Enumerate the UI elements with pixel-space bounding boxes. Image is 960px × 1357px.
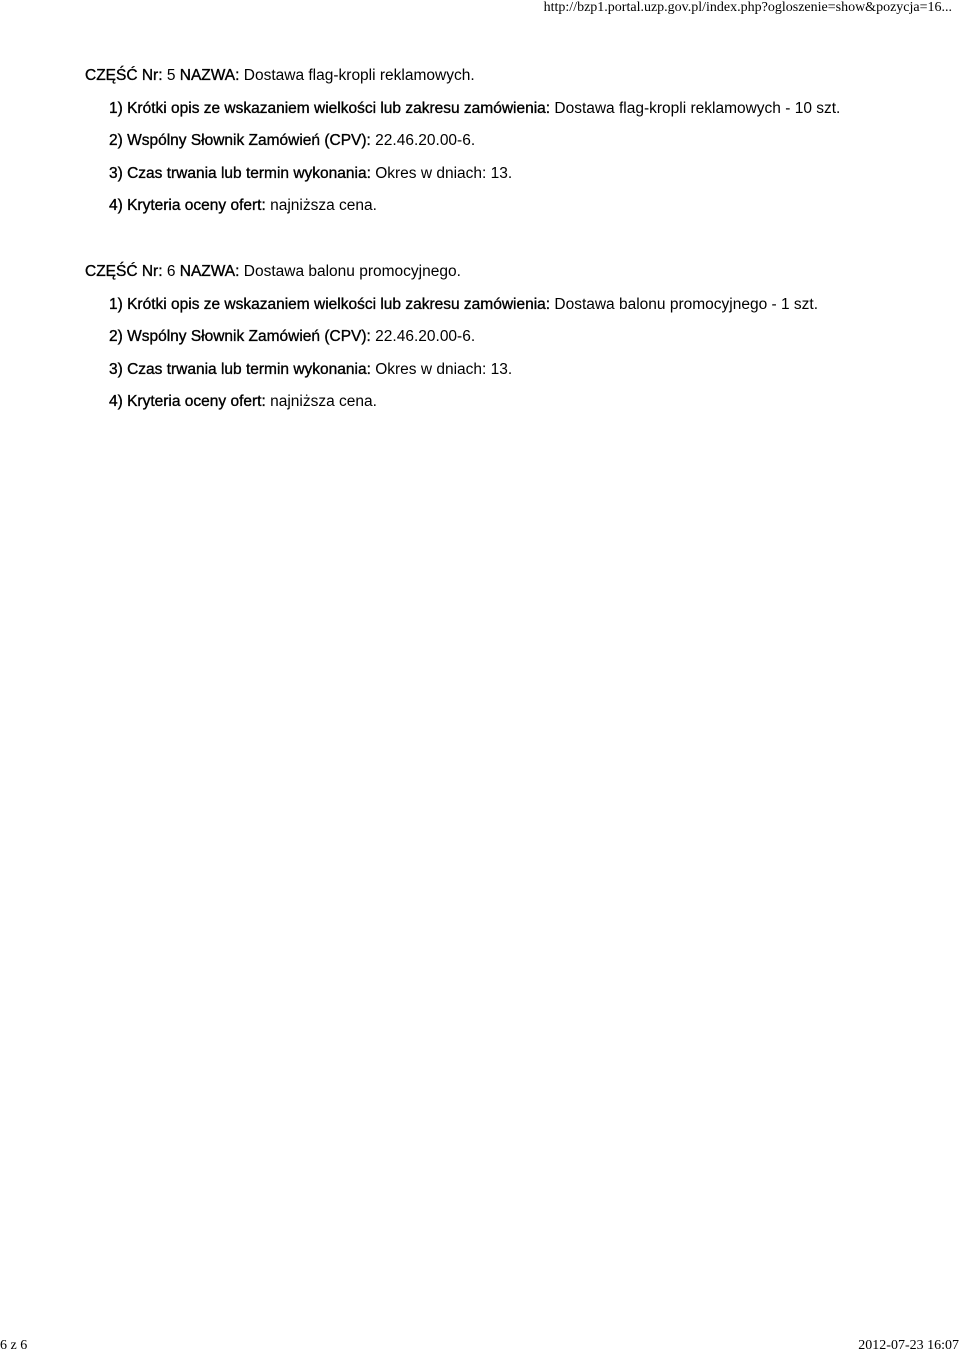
part-item (85, 321, 895, 354)
item-label: 2) Wspólny Słownik Zamówień (CPV): (109, 132, 371, 150)
item-label: 4) Kryteria oceny ofert: (109, 197, 266, 215)
print-footer-page-number: 6 z 6 (0, 1338, 28, 1353)
item-value: Dostawa balonu promocyjnego - 1 szt. (554, 295, 819, 313)
part-section-5 (85, 60, 895, 223)
item-label: 1) Krótki opis ze wskazaniem wielkości lub zakresu zamówienia: (109, 295, 551, 313)
item-value: najniższa cena. (270, 197, 377, 215)
item-value: Dostawa flag-kropli reklamowych - 10 szt. (554, 99, 841, 117)
item-label: 3) Czas trwania lub termin wykonania: (109, 360, 371, 378)
print-header-url: http://bzp1.portal.uzp.gov.pl/index.php?ogloszenie=show&pozycja=16... (543, 0, 952, 15)
print-footer-datetime: 2012-07-23 16:07 (858, 1338, 959, 1353)
item-label: 4) Kryteria oceny ofert: (109, 393, 266, 411)
part-item (85, 354, 895, 387)
part-label: CZĘŚĆ Nr: (85, 67, 163, 84)
item-label: 1) Krótki opis ze wskazaniem wielkości lub zakresu zamówienia: (109, 99, 551, 117)
item-value: 22.46.20.00-6. (375, 132, 476, 150)
part-item (85, 93, 895, 126)
part-section-6 (85, 256, 895, 419)
item-value: 22.46.20.00-6. (375, 328, 476, 346)
item-value: Okres w dniach: 13. (375, 360, 513, 378)
part-item (85, 386, 895, 419)
part-item (85, 289, 895, 322)
name-label: NAZWA: (179, 67, 240, 84)
part-heading (85, 256, 895, 289)
item-label: 3) Czas trwania lub termin wykonania: (109, 164, 371, 182)
part-label: CZĘŚĆ Nr: (85, 262, 163, 280)
part-name: Dostawa balonu promocyjnego. (243, 262, 461, 280)
part-item (85, 158, 895, 191)
name-label: NAZWA: (179, 262, 240, 280)
item-value: Okres w dniach: 13. (375, 164, 513, 182)
item-value: najniższa cena. (270, 393, 377, 411)
item-label: 2) Wspólny Słownik Zamówień (CPV): (109, 328, 371, 346)
part-name: Dostawa flag-kropli reklamowych. (243, 67, 475, 84)
part-number: 6 (166, 262, 176, 280)
part-heading (85, 60, 895, 93)
document-body (85, 60, 895, 419)
part-item (85, 190, 895, 223)
part-number: 5 (166, 67, 176, 84)
part-item (85, 125, 895, 158)
